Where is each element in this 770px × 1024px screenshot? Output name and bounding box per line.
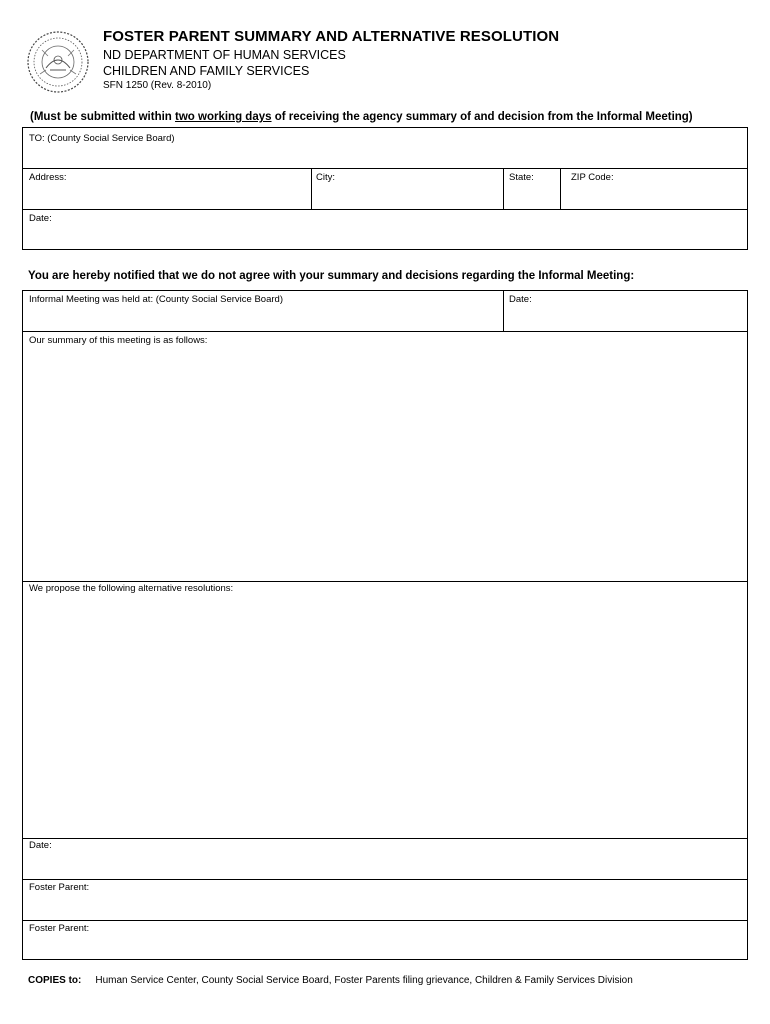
city-label: City: xyxy=(316,172,335,183)
submission-notice: (Must be submitted within two working days of receiving the agency summary of and decision from the Informal Meeting) xyxy=(30,111,693,123)
department-name: ND DEPARTMENT OF HUMAN SERVICES xyxy=(103,48,346,62)
form-number: SFN 1250 (Rev. 8-2010) xyxy=(103,80,212,91)
date-field[interactable] xyxy=(22,209,748,250)
copies-recipients: Human Service Center, County Social Service Board, Foster Parents filing grievance, Children & Family Services Division xyxy=(95,975,633,986)
resolutions-field[interactable] xyxy=(22,581,748,839)
state-field[interactable] xyxy=(503,168,561,210)
copies-label: COPIES to: xyxy=(28,975,82,986)
zip-label: ZIP Code: xyxy=(571,172,614,183)
state-seal-icon xyxy=(26,30,90,94)
foster-parent-2-label: Foster Parent: xyxy=(29,923,90,934)
signature-date-field[interactable] xyxy=(22,838,748,880)
date-label: Date: xyxy=(29,213,52,224)
summary-label: Our summary of this meeting is as follows: xyxy=(29,335,208,346)
resolutions-label: We propose the following alternative resolutions: xyxy=(29,583,234,594)
address-field[interactable] xyxy=(22,168,312,210)
zip-field[interactable] xyxy=(560,168,748,210)
to-field[interactable] xyxy=(22,127,748,169)
foster-parent-2-field[interactable] xyxy=(22,920,748,960)
meeting-date-field[interactable] xyxy=(503,290,748,332)
meeting-date-label: Date: xyxy=(509,294,532,305)
copies-footer xyxy=(28,975,633,986)
city-field[interactable] xyxy=(311,168,504,210)
address-label: Address: xyxy=(29,172,67,183)
foster-parent-1-label: Foster Parent: xyxy=(29,882,90,893)
foster-parent-1-field[interactable] xyxy=(22,879,748,921)
meeting-location-field[interactable] xyxy=(22,290,504,332)
signature-date-label: Date: xyxy=(29,840,52,851)
deadline-emphasis: two working days xyxy=(175,111,272,123)
summary-field[interactable] xyxy=(22,331,748,582)
state-label: State: xyxy=(509,172,534,183)
meeting-location-label: Informal Meeting was held at: (County Social Service Board) xyxy=(29,294,283,305)
division-name: CHILDREN AND FAMILY SERVICES xyxy=(103,64,310,78)
to-label: TO: (County Social Service Board) xyxy=(29,133,175,144)
disagreement-statement: You are hereby notified that we do not agree with your summary and decisions regarding the Informal Meeting: xyxy=(28,270,635,282)
form-title: FOSTER PARENT SUMMARY AND ALTERNATIVE RESOLUTION xyxy=(103,28,560,45)
